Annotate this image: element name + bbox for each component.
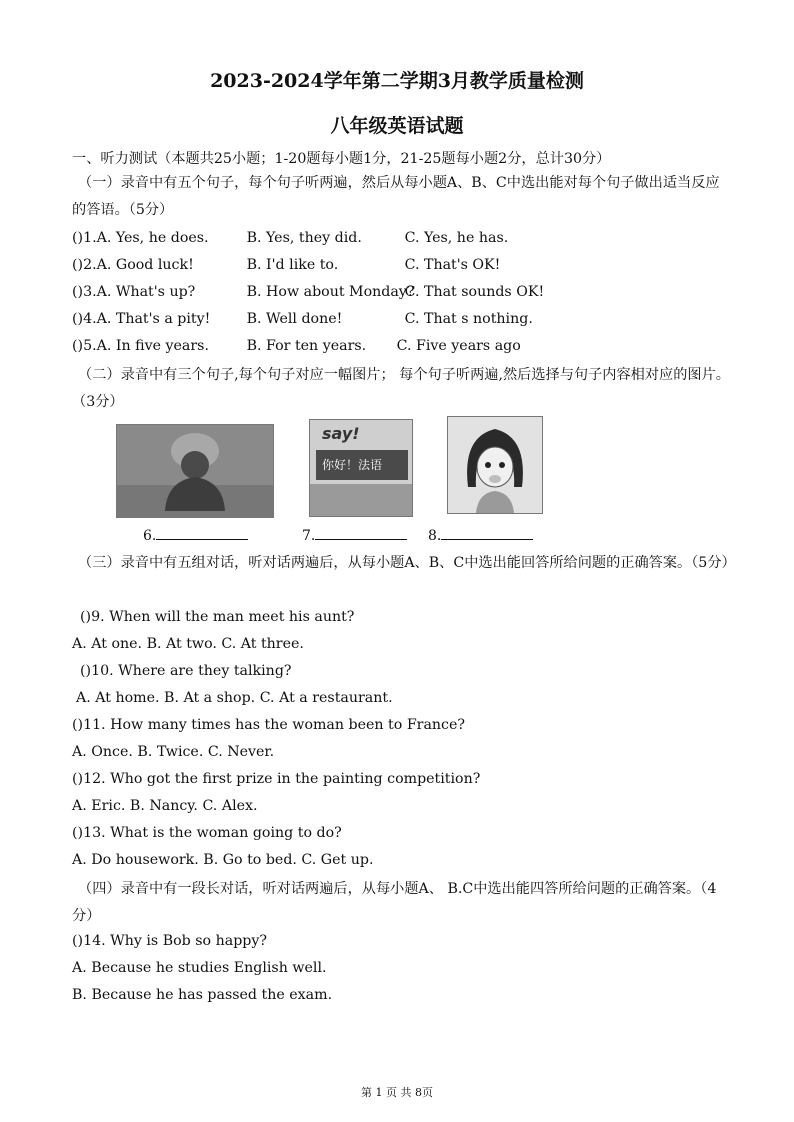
question-number: ()2. xyxy=(72,257,97,273)
option-a: A. Yes, he does. xyxy=(96,230,209,246)
blank-6[interactable]: 6. xyxy=(143,527,248,544)
question-9-options: A. At one. B. At two. C. At three. xyxy=(72,636,304,652)
part4-instruction: （四）录音中有一段长对话，听对话两遍后，从每小题A、 B.C中选出能四答所给问题的正确答案。（4分） xyxy=(72,881,717,924)
option-a: A. Good luck! xyxy=(96,257,194,273)
question-14-option-a: A. Because he studies English well. xyxy=(72,960,327,976)
option-b: B. Well done! xyxy=(246,311,343,327)
option-c: C. That's OK! xyxy=(404,257,501,273)
question-number: ()4. xyxy=(72,311,97,327)
question-12: ()12. Who got the first prize in the painting competition? xyxy=(72,771,481,787)
option-b: B. How about Monday? xyxy=(246,284,415,300)
picture-2 xyxy=(309,419,413,517)
question-2 xyxy=(72,257,500,273)
picture-1 xyxy=(116,424,274,518)
question-4 xyxy=(72,311,533,327)
option-a: A. That's a pity! xyxy=(96,311,211,327)
book-cover-subtitle: 你好！法语 xyxy=(322,458,383,472)
question-13-options: A. Do housework. B. Go to bed. C. Get up. xyxy=(72,852,374,868)
question-number: ()3. xyxy=(72,284,97,300)
option-c: C. Yes, he has. xyxy=(404,230,509,246)
option-c: C. Five years ago xyxy=(396,338,521,354)
part3-instruction: （三）录音中有五组对话，听对话两遍后，从每小题A、B、C中选出能回答所给问题的正确答案。（5分） xyxy=(78,555,736,571)
option-a: A. What's up? xyxy=(96,284,196,300)
part1-instruction: （一）录音中有五个句子，每个句子听两遍，然后从每小题A、B、C中选出能对每个句子做出适当反应的答语。（5分） xyxy=(72,175,720,218)
blank-7[interactable]: 7. xyxy=(302,527,407,544)
option-c: C. That sounds OK! xyxy=(404,284,545,300)
section1-heading: 一、听力测试（本题共25小题；1-20题每小题1分，21-25题每小题2分，总计30分） xyxy=(72,151,611,167)
option-b: B. For ten years. xyxy=(246,338,367,354)
question-5 xyxy=(72,338,521,354)
question-10: ()10. Where are they talking? xyxy=(80,663,292,679)
exam-subtitle: 八年级英语试题 xyxy=(330,115,464,137)
question-12-options: A. Eric. B. Nancy. C. Alex. xyxy=(72,798,258,814)
blank-8[interactable]: 8. xyxy=(428,527,533,544)
question-14-option-b: B. Because he has passed the exam. xyxy=(72,987,333,1003)
option-b: B. I'd like to. xyxy=(246,257,339,273)
option-b: B. Yes, they did. xyxy=(246,230,362,246)
question-11: ()11. How many times has the woman been to France? xyxy=(72,717,465,733)
question-13: ()13. What is the woman going to do? xyxy=(72,825,342,841)
book-cover-title: say! xyxy=(322,424,360,443)
page-number: 第 1 页 共 8页 xyxy=(361,1086,433,1099)
person-photo-icon xyxy=(117,425,273,517)
option-a: A. In five years. xyxy=(96,338,209,354)
question-number: ()5. xyxy=(72,338,97,354)
girl-cartoon-icon xyxy=(448,417,542,513)
question-14: ()14. Why is Bob so happy? xyxy=(72,933,267,949)
question-3 xyxy=(72,284,544,300)
question-number: ()1. xyxy=(72,230,97,246)
exam-title: 2023-2024学年第二学期3月教学质量检测 xyxy=(210,70,584,92)
picture-3 xyxy=(447,416,543,514)
question-10-options: A. At home. B. At a shop. C. At a restaurant. xyxy=(76,690,393,706)
question-11-options: A. Once. B. Twice. C. Never. xyxy=(72,744,275,760)
question-9: ()9. When will the man meet his aunt? xyxy=(80,609,355,625)
question-1 xyxy=(72,230,508,246)
part2-instruction: （二）录音中有三个句子,每个句子对应一幅图片； 每个句子听两遍,然后选择与句子内容相对应的图片。（3分） xyxy=(72,367,730,410)
option-c: C. That s nothing. xyxy=(404,311,533,327)
